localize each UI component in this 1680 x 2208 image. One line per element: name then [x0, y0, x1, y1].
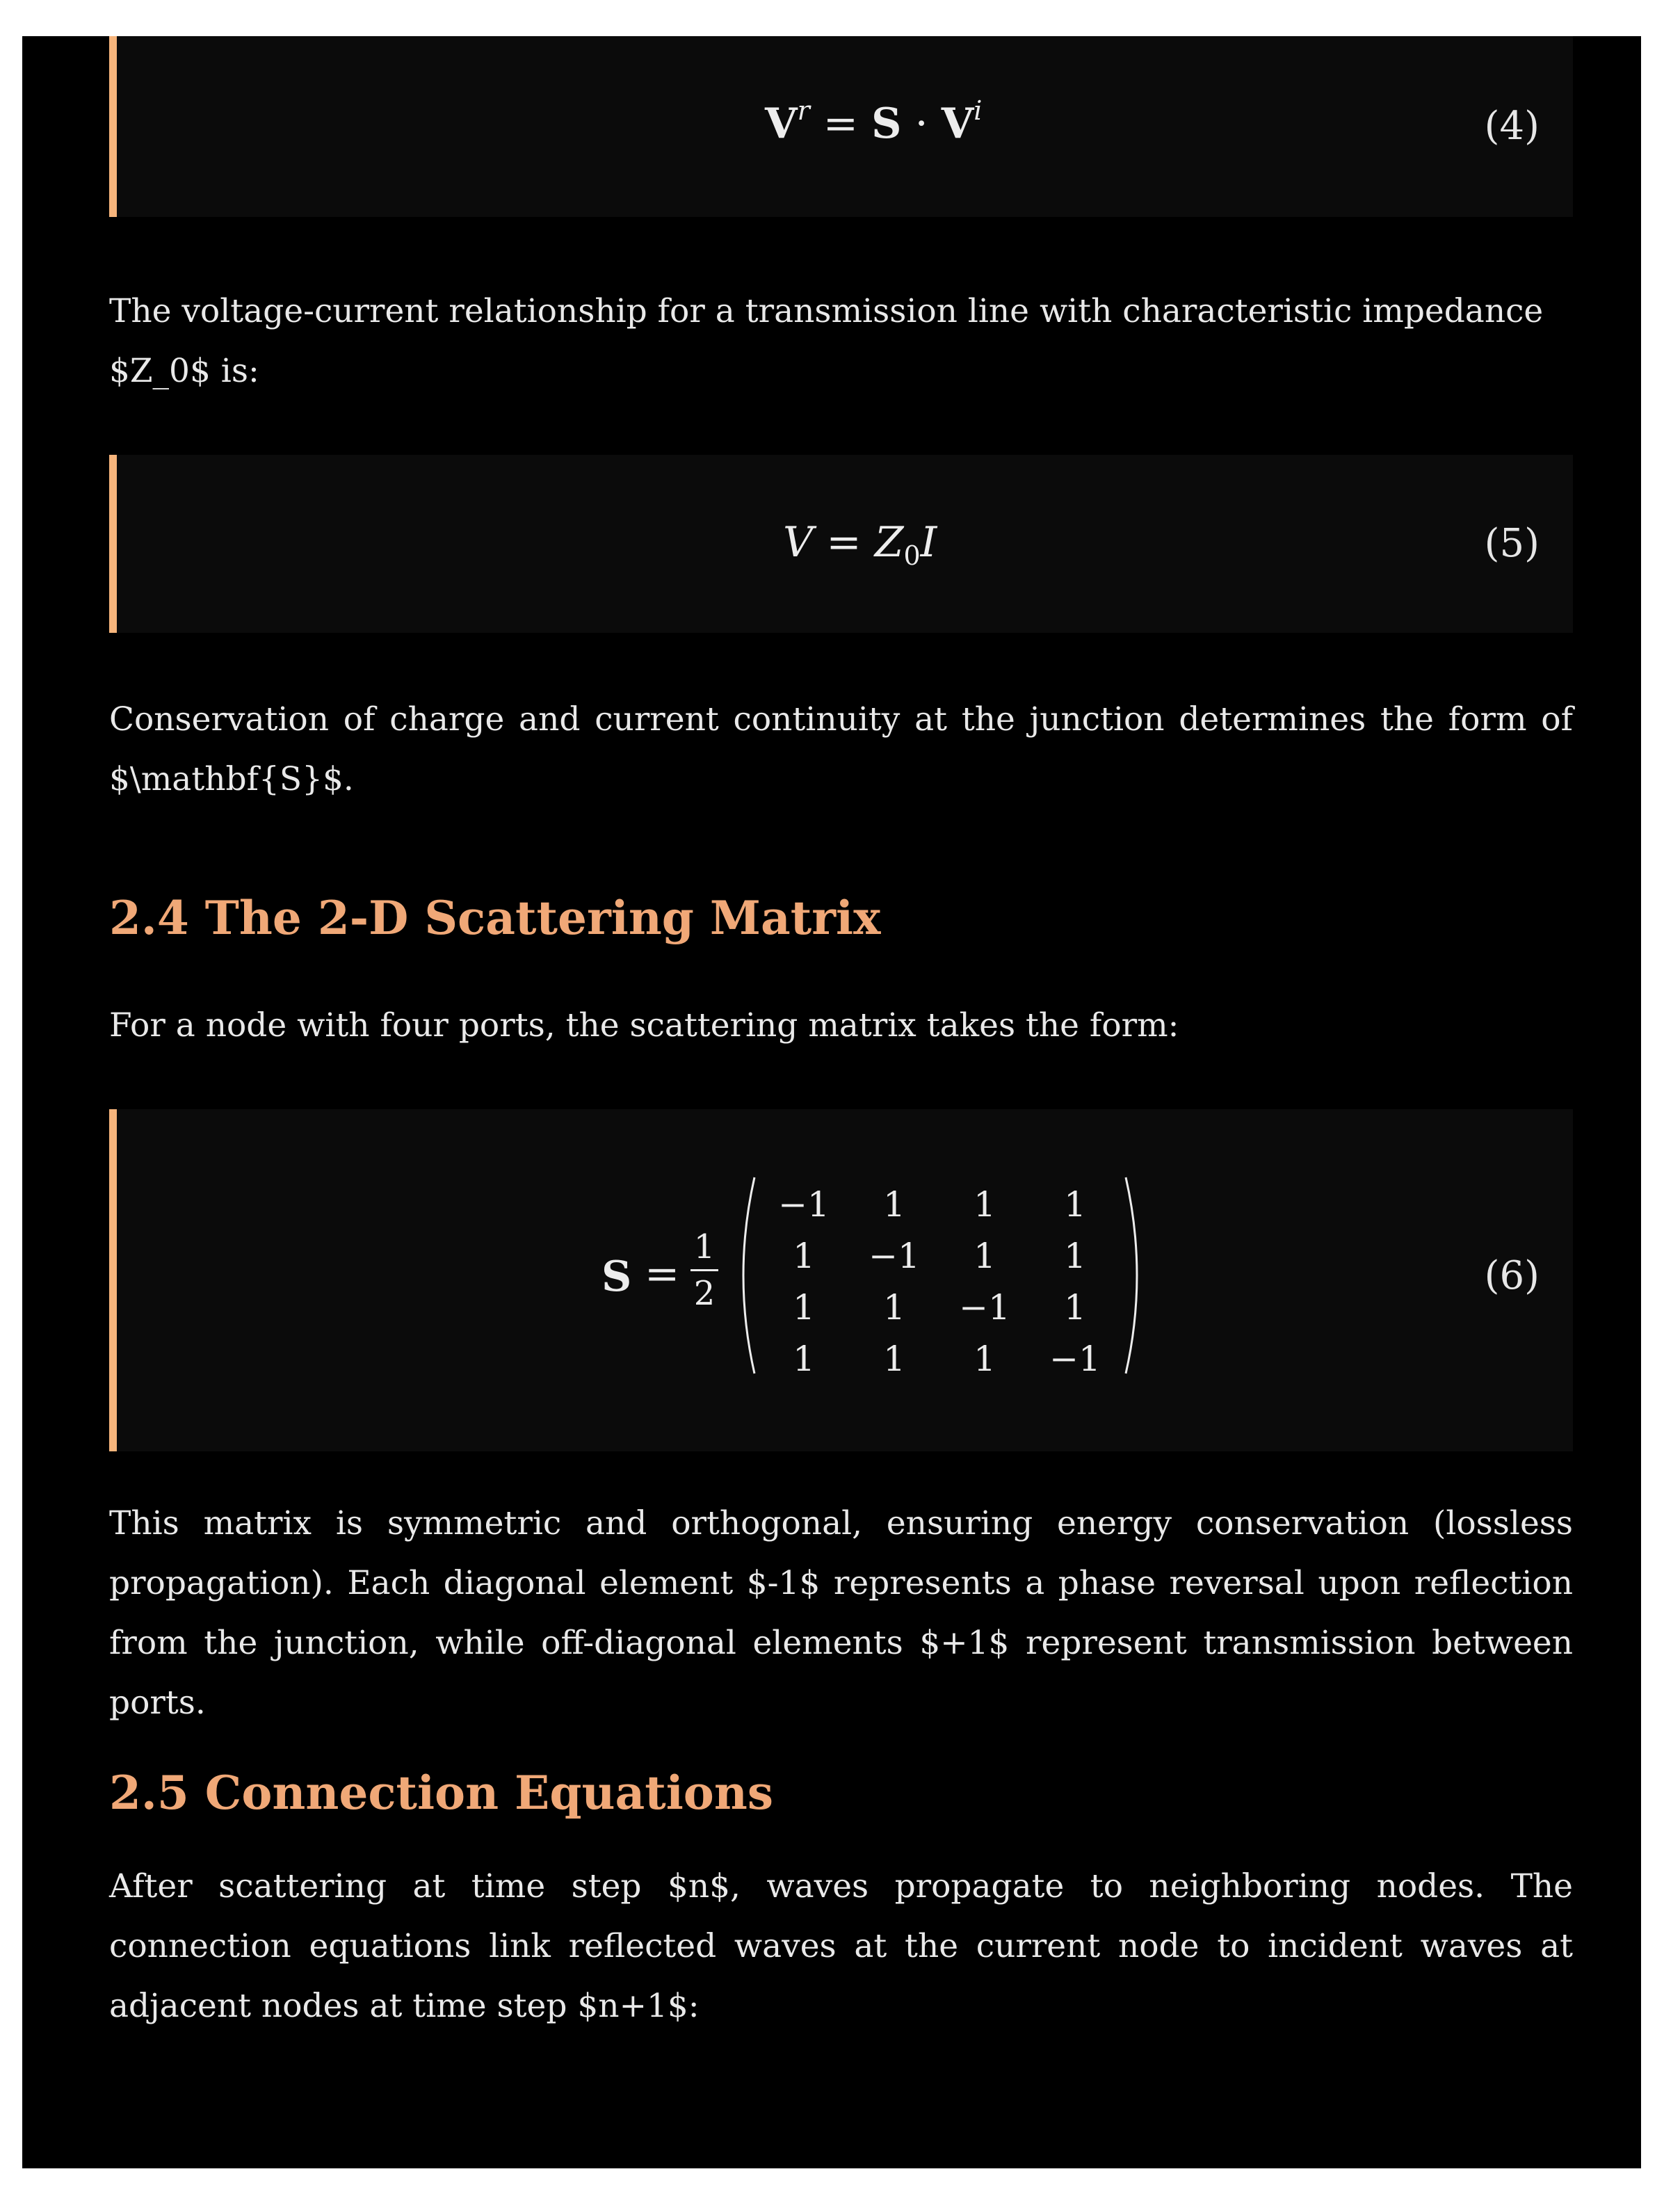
- matrix-cell-r3-c1: 1: [793, 1287, 815, 1328]
- matrix-cell-r3-c4: 1: [1064, 1287, 1086, 1328]
- matrix-cell-r3-c2: 1: [883, 1287, 905, 1328]
- eq6-lhs: S: [601, 1252, 632, 1301]
- matrix-cell-r3-c3: −1: [959, 1287, 1010, 1328]
- matrix-cell-r2-c2: −1: [869, 1236, 920, 1276]
- matrix-cell-r1-c2: 1: [883, 1184, 905, 1225]
- matrix-cell-r4-c3: 1: [974, 1339, 996, 1379]
- section-heading-2-4: 2.4 The 2-D Scattering Matrix: [109, 891, 881, 945]
- equation-block-5: [109, 455, 1573, 633]
- equation-block-6: [109, 1109, 1573, 1451]
- matrix-cell-r4-c4: −1: [1049, 1339, 1101, 1379]
- eq4-rhs: V: [941, 99, 974, 148]
- eq5-z: Z: [874, 518, 904, 567]
- matrix-left-paren: [731, 1175, 759, 1376]
- eq5-z-sub: 0: [903, 540, 921, 571]
- paragraph-connection: After scattering at time step $n$, waves propagate to neighboring nodes. The connection equations link reflected waves at the current node to incident waves at adjacent nodes at time step $n+1$:: [109, 1867, 1573, 2025]
- matrix-right-paren: [1122, 1175, 1149, 1376]
- matrix-cell-r1-c1: −1: [778, 1184, 830, 1225]
- eq4-s: S: [871, 99, 902, 148]
- matrix-cell-r4-c2: 1: [883, 1339, 905, 1379]
- equation-number-5: (5): [1484, 521, 1540, 566]
- matrix-cell-r1-c4: 1: [1064, 1184, 1086, 1225]
- matrix-grid: [759, 1179, 1120, 1385]
- equation-5: [783, 518, 937, 571]
- eq6-frac-num: 1: [693, 1227, 716, 1266]
- paragraph-impedance: The voltage-current relationship for a transmission line with characteristic impedance $Z_0$ is:: [109, 292, 1544, 390]
- eq6-frac-den: 2: [693, 1274, 716, 1313]
- matrix-cell-r4-c1: 1: [793, 1339, 815, 1379]
- equation-block-4: [109, 36, 1573, 217]
- paragraph-conservation: Conservation of charge and current continuity at the junction determines the form of $\mathbf{S}$.: [109, 700, 1573, 798]
- section-heading-2-5: 2.5 Connection Equations: [109, 1766, 773, 1820]
- eq6-fraction: [690, 1227, 718, 1313]
- eq4-dot: ·: [901, 99, 942, 148]
- equation-number-6: (6): [1484, 1253, 1540, 1298]
- eq5-i: I: [920, 518, 937, 567]
- eq4-rhs-sup: i: [974, 95, 983, 126]
- eq4-lhs: V: [765, 99, 798, 148]
- eq6-rel: =: [645, 1250, 680, 1298]
- matrix-cell-r2-c1: 1: [793, 1236, 815, 1276]
- eq5-rel: =: [813, 518, 875, 567]
- document-page: [22, 36, 1641, 2168]
- eq6-frac-bar: [690, 1269, 718, 1271]
- eq5-v: V: [783, 518, 814, 567]
- matrix-cell-r2-c4: 1: [1064, 1236, 1086, 1276]
- equation-number-4: (4): [1484, 104, 1540, 149]
- matrix-cell-r2-c3: 1: [974, 1236, 996, 1276]
- eq4-lhs-sup: r: [797, 95, 810, 126]
- equation-4: [765, 95, 983, 148]
- matrix-cell-r1-c3: 1: [974, 1184, 996, 1225]
- paragraph-symmetric: This matrix is symmetric and orthogonal, ensuring energy conservation (lossless propagation). Each diagonal element $-1$ represents a phase reversal upon reflection from the junction, while off-diagonal elements $+1$ represent transmission between ports.: [109, 1504, 1573, 1722]
- paragraph-four-ports: For a node with four ports, the scattering matrix takes the form:: [109, 1006, 1179, 1045]
- eq4-rel: =: [809, 99, 872, 148]
